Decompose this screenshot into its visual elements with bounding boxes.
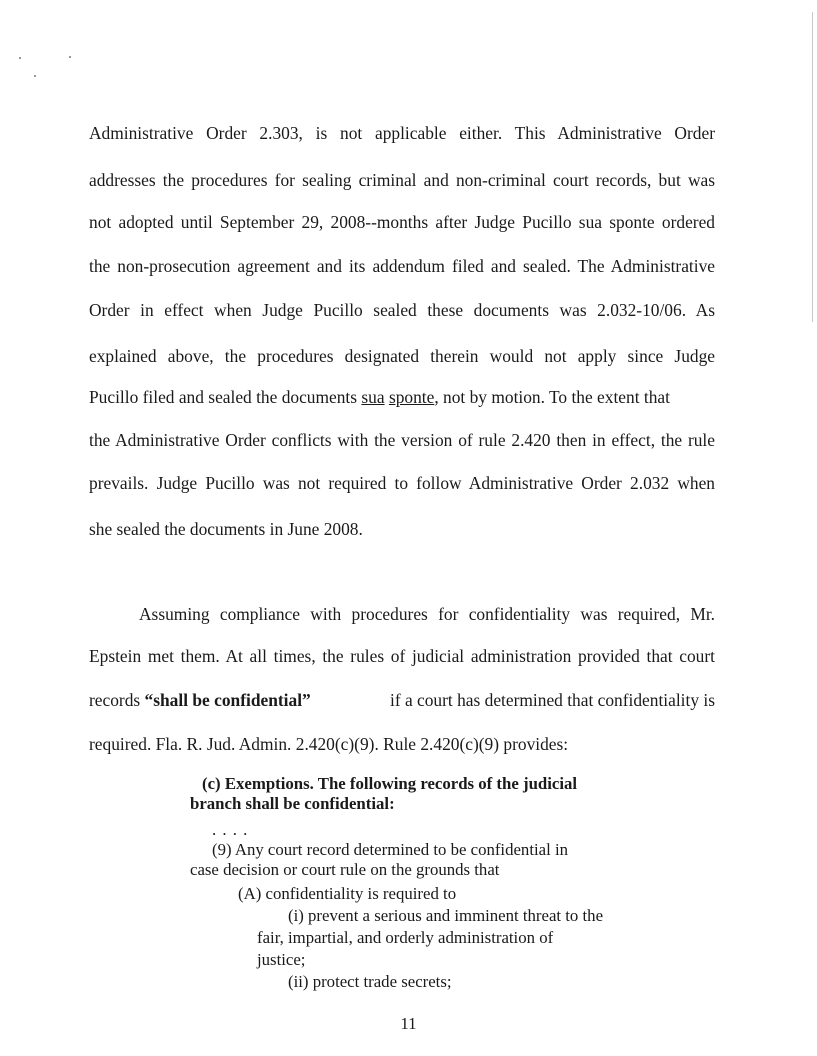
line-3-text-after: if a court has determined that confidentiality is [389,690,715,710]
paragraph-1-line-9: prevails. Judge Pucillo was not required to follow Administrative Order 2.032 when [89,473,715,493]
quote-heading: (c) Exemptions. The following records of the judicial branch shall be confidential: [190,774,578,813]
paragraph-1-line-7 [89,386,715,408]
scan-speck [34,75,36,77]
quote-item-9-line-2: case decision or court rule on the grounds that [190,860,500,879]
emphasis-sua: sua [361,387,385,407]
paragraph-2-line-4: required. Fla. R. Jud. Admin. 2.420(c)(9). Rule 2.420(c)(9) provides: [89,734,569,754]
quote-item-a: (A) confidentiality is required to [238,884,457,903]
paragraph-2-line-1: Assuming compliance with procedures for confidentiality was required, Mr. [139,604,715,624]
quote-item-9-line-1: (9) Any court record determined to be confidential in [212,840,569,859]
paragraph-1-line-5: Order in effect when Judge Pucillo sealed these documents was 2.032-10/06. As [89,300,715,320]
paragraph-1-line-8: the Administrative Order conflicts with the version of rule 2.420 then in effect, the rule [89,430,715,450]
quote-item-ii: (ii) protect trade secrets; [288,972,452,991]
paragraph-1-line-3: not adopted until September 29, 2008--months after Judge Pucillo sua sponte ordered [89,212,715,232]
records-word: records [89,690,145,710]
quote-item-i-line-1: (i) prevent a serious and imminent threat to the [288,906,604,925]
quote-item-i-line-3: justice; [257,950,306,969]
scan-edge-line [812,12,813,322]
paragraph-1-line-1: Administrative Order 2.303, is not applicable either. This Administrative Order [89,123,715,143]
line-7-text-before: Pucillo filed and sealed the documents [89,387,362,407]
emphasis-sponte: sponte [388,387,435,407]
paragraph-2-line-3 [89,689,715,711]
paragraph-1-line-6: explained above, the procedures designated therein would not apply since Judge [89,346,715,366]
page-number: 11 [400,1014,417,1033]
scan-speck [69,56,71,58]
paragraph-1-line-10: she sealed the documents in June 2008. [89,519,363,539]
paragraph-2-line-2: Epstein met them. At all times, the rules of judicial administration provided that court [89,646,715,666]
line-7-text-after: , not by motion. To the extent that [434,387,670,407]
paragraph-1-line-4: the non-prosecution agreement and its addendum filed and sealed. The Administrative [89,256,715,276]
paragraph-1-line-2: addresses the procedures for sealing criminal and non-criminal court records, but was [89,170,715,190]
quote-item-i-line-2: fair, impartial, and orderly administration of [257,928,554,947]
scan-speck [19,57,21,59]
emphasis-shall-be-confidential: “shall be confidential” [144,690,311,710]
line-3-text-before [89,689,311,711]
quote-ellipsis: . . . . [212,820,249,839]
